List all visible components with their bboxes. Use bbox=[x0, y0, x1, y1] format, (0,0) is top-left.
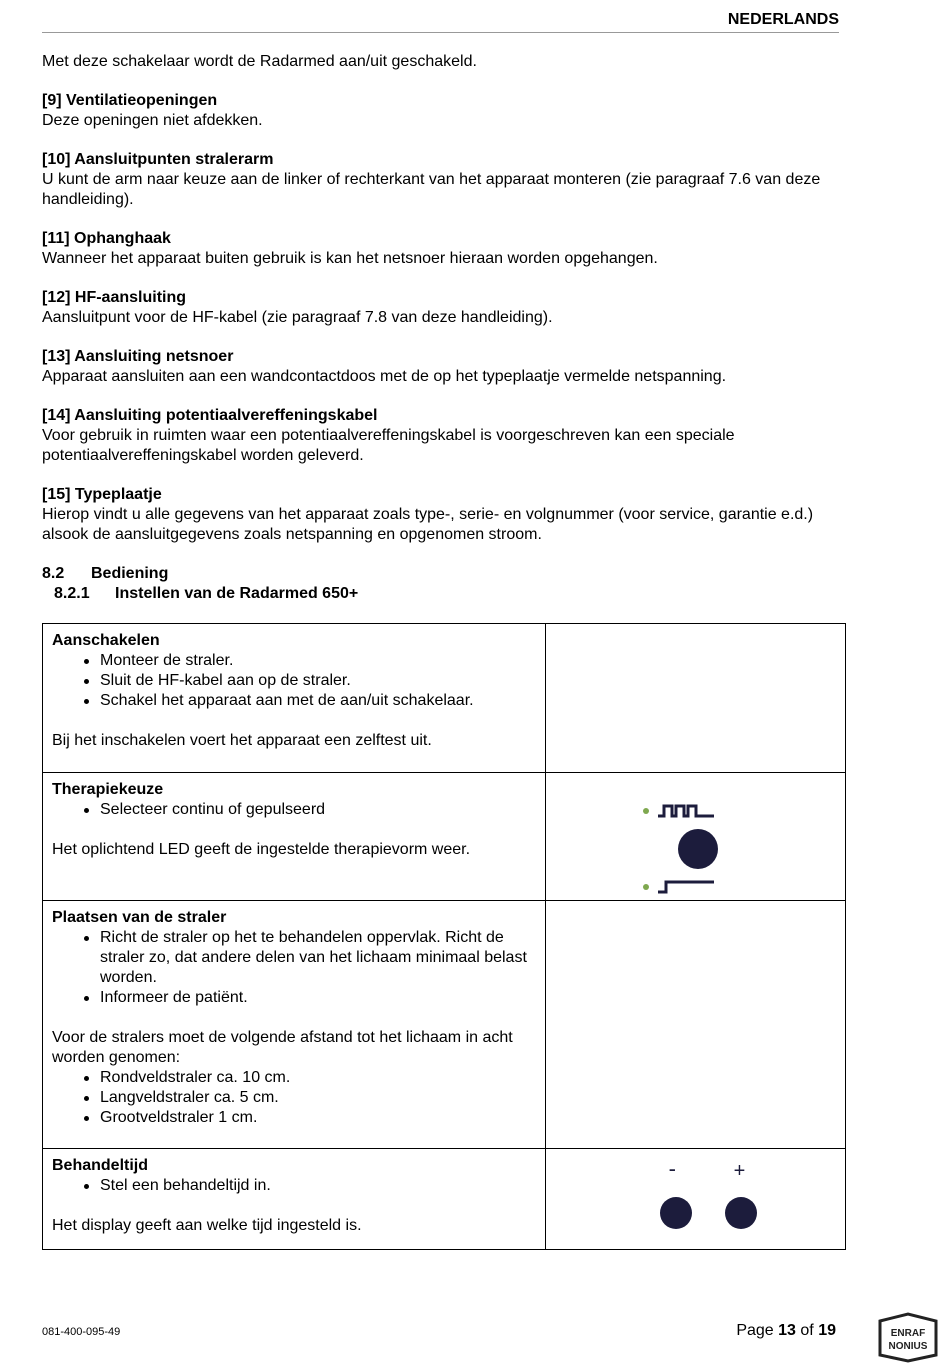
led-continuous-indicator bbox=[643, 884, 649, 890]
therapy-mode-illustration bbox=[545, 773, 845, 901]
svg-text:ENRAF: ENRAF bbox=[890, 1328, 926, 1339]
step-therapiekeuze bbox=[43, 773, 546, 901]
step-illustration-empty bbox=[545, 624, 845, 773]
time-control-illustration bbox=[545, 1149, 845, 1250]
list-item: Monteer de straler. bbox=[100, 651, 536, 671]
table-row bbox=[43, 1149, 846, 1250]
item-10 bbox=[42, 150, 842, 210]
bullet-list bbox=[52, 800, 536, 820]
subsection-heading bbox=[42, 584, 842, 604]
list-item: Sluit de HF-kabel aan op de straler. bbox=[100, 671, 536, 691]
bullet-list bbox=[52, 928, 536, 1008]
item-text: U kunt de arm naar keuze aan de linker of rechterkant van het apparaat monteren (zie paragraaf 7.6 van deze handleiding). bbox=[42, 171, 821, 208]
increase-time-button[interactable] bbox=[725, 1197, 757, 1229]
page-current: 13 bbox=[778, 1322, 796, 1339]
step-behandeltijd bbox=[43, 1149, 546, 1250]
item-text: Deze openingen niet afdekken. bbox=[42, 112, 263, 129]
item-15 bbox=[42, 485, 842, 545]
step-aanschakelen bbox=[43, 624, 546, 773]
item-text: Voor gebruik in ruimten waar een potentiaalvereffeningskabel is voorgeschreven kan een speciale potentiaalvereffeningskabel worden geleverd. bbox=[42, 427, 735, 464]
page-header bbox=[42, 10, 839, 33]
list-item: Langveldstraler ca. 5 cm. bbox=[100, 1088, 536, 1108]
list-item: Grootveldstraler 1 cm. bbox=[100, 1108, 536, 1128]
decrease-time-button[interactable] bbox=[660, 1197, 692, 1229]
item-title: [15] Typeplaatje bbox=[42, 486, 162, 503]
therapy-mode-panel bbox=[634, 795, 754, 905]
plus-label: + bbox=[733, 1160, 746, 1182]
document-code: 081-400-095-49 bbox=[42, 1326, 121, 1338]
item-13 bbox=[42, 347, 842, 387]
bullet-list bbox=[52, 1176, 536, 1196]
item-text: Hierop vindt u alle gegevens van het apparaat zoals type-, serie- en volgnummer (voor service, garantie e.d.) alsook de aansluitgegevens zoals netspanning en opgenomen stroom. bbox=[42, 506, 814, 543]
intro-text: Met deze schakelaar wordt de Radarmed aan/uit geschakeld. bbox=[42, 53, 477, 70]
section-title: Bediening bbox=[91, 565, 169, 582]
document-body bbox=[42, 52, 842, 604]
list-item: Richt de straler op het te behandelen oppervlak. Richt de straler zo, dat andere delen van het lichaam minimaal belast worden. bbox=[100, 928, 536, 988]
item-text: Apparaat aansluiten aan een wandcontactdoos met de op het typeplaatje vermelde netspanning. bbox=[42, 368, 727, 385]
time-buttons-panel bbox=[658, 1156, 758, 1241]
item-11 bbox=[42, 229, 842, 269]
table-row bbox=[43, 773, 846, 901]
enraf-nonius-logo bbox=[876, 1311, 940, 1363]
item-text: Wanneer het apparaat buiten gebruik is kan het netsnoer hieraan worden opgehangen. bbox=[42, 250, 658, 267]
step-plaatsen bbox=[43, 901, 546, 1149]
step-title: Behandeltijd bbox=[52, 1157, 149, 1174]
of-word: of bbox=[800, 1322, 814, 1339]
item-title: [13] Aansluiting netsnoer bbox=[42, 348, 234, 365]
list-item: Informeer de patiënt. bbox=[100, 988, 536, 1008]
step-note: Voor de stralers moet de volgende afstand tot het lichaam in acht worden genomen: bbox=[52, 1029, 513, 1066]
item-title: [10] Aansluitpunten stralerarm bbox=[42, 151, 274, 168]
item-title: [14] Aansluiting potentiaalvereffeningskabel bbox=[42, 407, 378, 424]
section-heading bbox=[42, 564, 842, 584]
continuous-wave-icon bbox=[658, 882, 714, 892]
item-14 bbox=[42, 406, 842, 466]
distance-list bbox=[52, 1068, 536, 1128]
page-number bbox=[600, 1322, 836, 1340]
table-row bbox=[43, 901, 846, 1149]
led-pulsed-indicator bbox=[643, 808, 649, 814]
list-item: Rondveldstraler ca. 10 cm. bbox=[100, 1068, 536, 1088]
page-word: Page bbox=[736, 1322, 774, 1339]
list-item: Schakel het apparaat aan met de aan/uit schakelaar. bbox=[100, 691, 536, 711]
section-number: 8.2 bbox=[42, 565, 65, 582]
item-text: Aansluitpunt voor de HF-kabel (zie paragraaf 7.8 van deze handleiding). bbox=[42, 309, 553, 326]
language-label: NEDERLANDS bbox=[727, 11, 839, 28]
item-9 bbox=[42, 91, 842, 131]
step-title: Aanschakelen bbox=[52, 632, 160, 649]
step-note: Het display geeft aan welke tijd ingesteld is. bbox=[52, 1217, 362, 1234]
subsection-number: 8.2.1 bbox=[54, 585, 90, 602]
minus-label: - bbox=[668, 1156, 676, 1181]
step-title: Plaatsen van de straler bbox=[52, 909, 227, 926]
list-item: Stel een behandeltijd in. bbox=[100, 1176, 536, 1196]
step-note: Het oplichtend LED geeft de ingestelde therapievorm weer. bbox=[52, 841, 471, 858]
step-note: Bij het inschakelen voert het apparaat een zelftest uit. bbox=[52, 732, 432, 749]
item-title: [9] Ventilatieopeningen bbox=[42, 92, 218, 109]
table-row bbox=[43, 624, 846, 773]
page-total: 19 bbox=[818, 1322, 836, 1339]
step-illustration-empty bbox=[545, 901, 845, 1149]
bullet-list bbox=[52, 651, 536, 711]
pulsed-wave-icon bbox=[658, 806, 714, 816]
list-item: Selecteer continu of gepulseerd bbox=[100, 800, 536, 820]
therapy-select-button[interactable] bbox=[678, 829, 718, 869]
step-title: Therapiekeuze bbox=[52, 781, 164, 798]
item-title: [12] HF-aansluiting bbox=[42, 289, 187, 306]
svg-text:NONIUS: NONIUS bbox=[888, 1341, 928, 1352]
instructions-table bbox=[42, 623, 846, 1250]
item-title: [11] Ophanghaak bbox=[42, 230, 171, 247]
subsection-title: Instellen van de Radarmed 650+ bbox=[115, 585, 359, 602]
item-12 bbox=[42, 288, 842, 328]
